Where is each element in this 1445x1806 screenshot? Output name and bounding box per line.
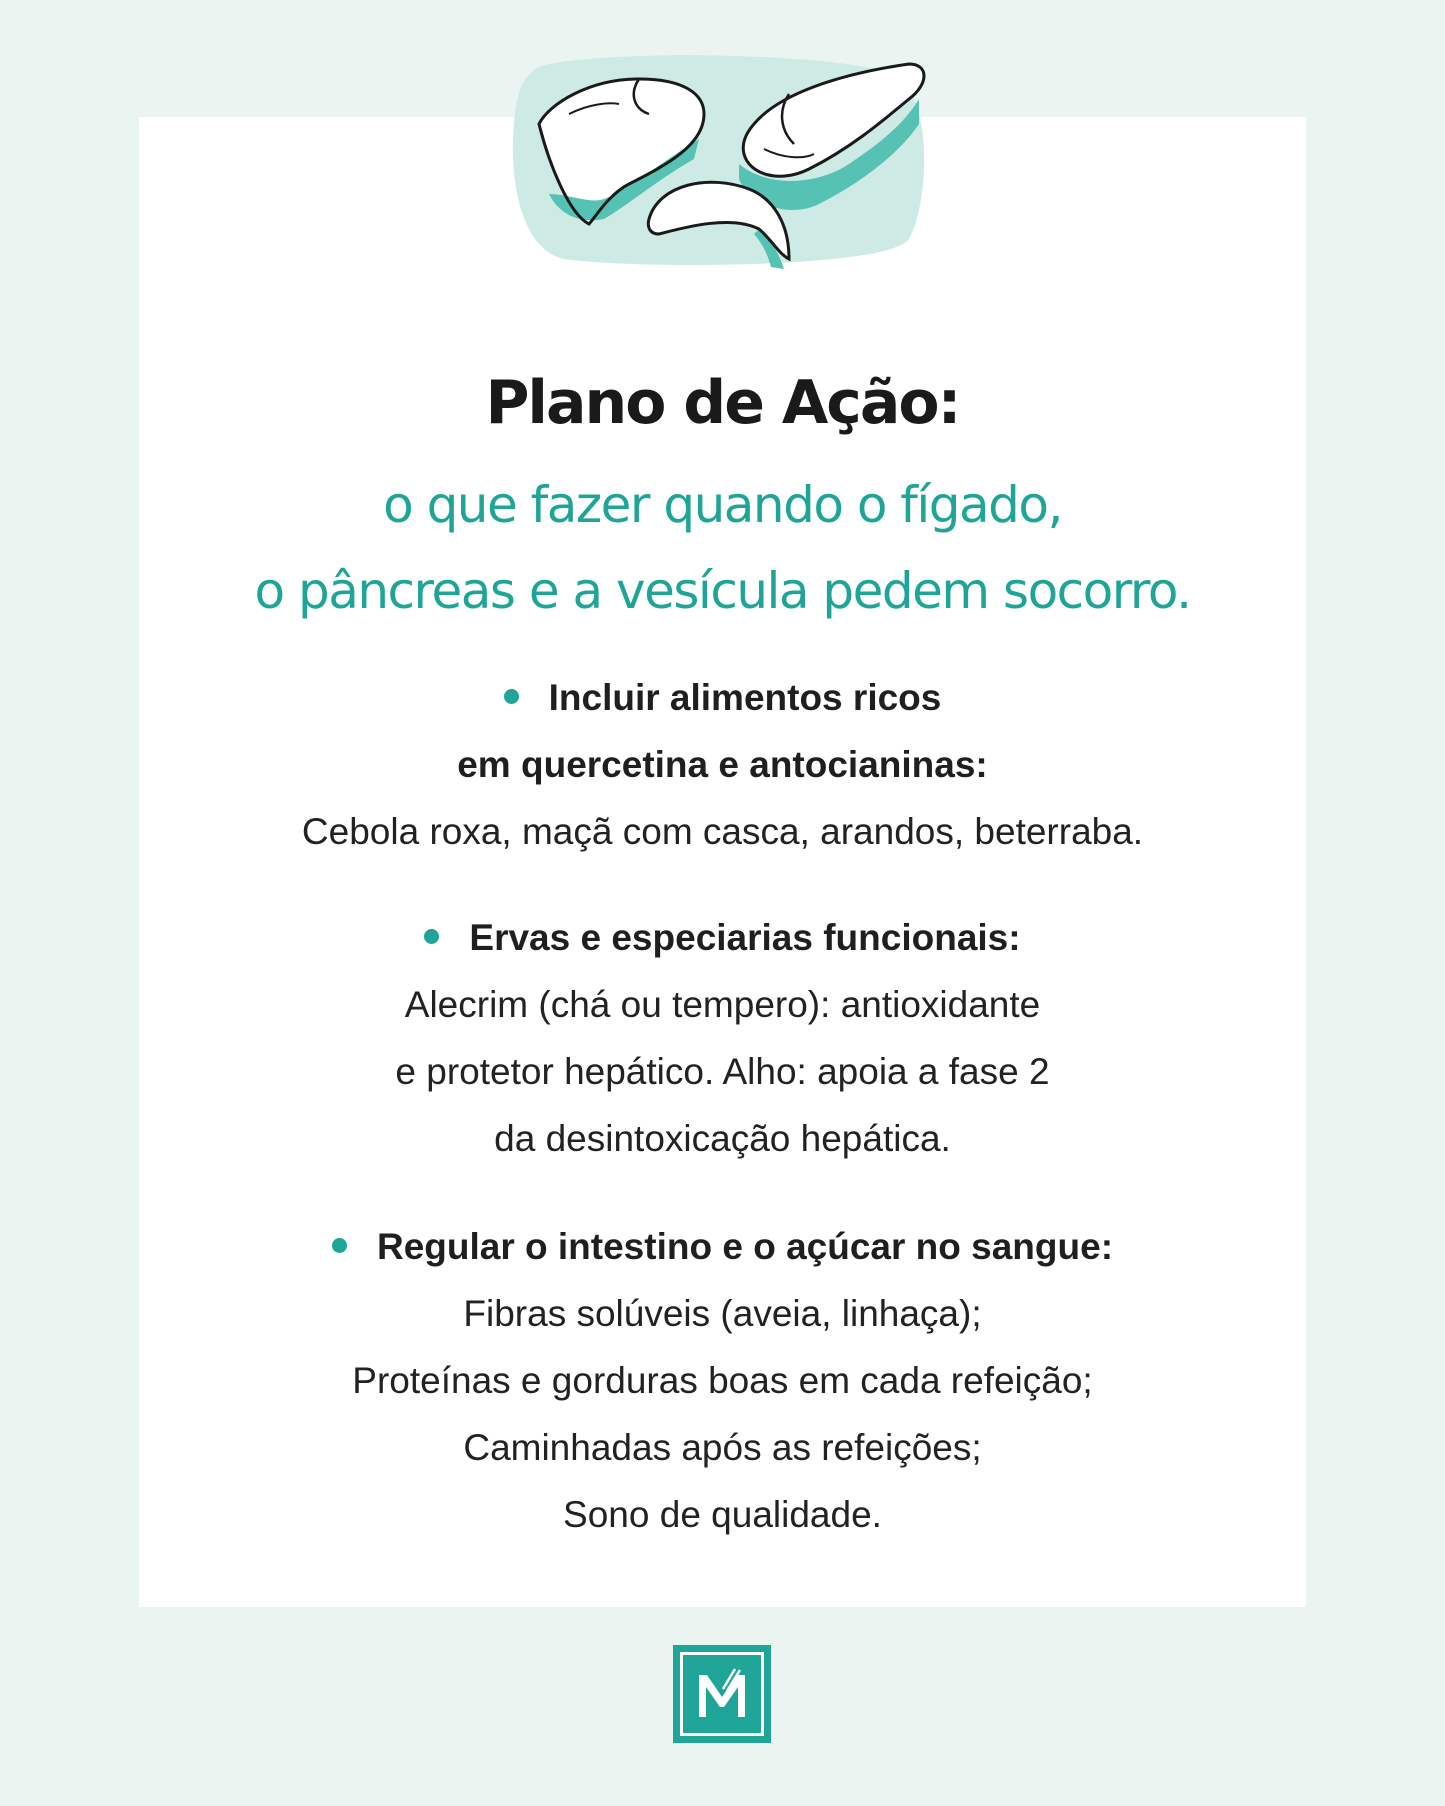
- section-body-line: Proteínas e gorduras boas em cada refeição;: [352, 1360, 1093, 1401]
- section-body-line: Caminhadas após as refeições;: [463, 1427, 982, 1468]
- section-heading: [139, 1213, 1306, 1280]
- section-body-line: e protetor hepático. Alho: apoia a fase 2: [395, 1051, 1050, 1092]
- section-ervas: [139, 904, 1306, 1172]
- page-title: Plano de Ação:: [485, 368, 960, 438]
- m-logo-icon: [673, 1645, 771, 1743]
- section-body-line: Sono de qualidade.: [563, 1494, 882, 1535]
- section-heading-line: em quercetina e antocianinas:: [457, 744, 988, 785]
- bullet-icon: [504, 689, 519, 704]
- subtitle-line-2: o pâncreas e a vesícula pedem socorro.: [254, 562, 1191, 620]
- section-intestino: [139, 1213, 1306, 1548]
- organs-illustration-icon: [509, 54, 934, 269]
- bullet-icon: [424, 929, 439, 944]
- section-body-line: da desintoxicação hepática.: [494, 1118, 951, 1159]
- section-heading: [139, 664, 1306, 731]
- section-quercetina: [139, 664, 1306, 865]
- bullet-icon: [332, 1238, 347, 1253]
- page-subtitle: [139, 462, 1306, 634]
- section-heading-line: Regular o intestino e o açúcar no sangue:: [376, 1226, 1114, 1267]
- section-body-line: Alecrim (chá ou tempero): antioxidante: [404, 984, 1041, 1025]
- section-heading-line: Incluir alimentos ricos: [548, 677, 942, 718]
- section-heading-line: Ervas e especiarias funcionais:: [469, 917, 1021, 958]
- section-heading: [139, 904, 1306, 971]
- section-body-line: Cebola roxa, maçã com casca, arandos, beterraba.: [301, 811, 1144, 852]
- subtitle-line-1: o que fazer quando o fígado,: [383, 476, 1062, 534]
- m-letter-icon: [683, 1655, 761, 1733]
- logo-frame: [680, 1652, 764, 1736]
- section-body-line: Fibras solúveis (aveia, linhaça);: [463, 1293, 982, 1334]
